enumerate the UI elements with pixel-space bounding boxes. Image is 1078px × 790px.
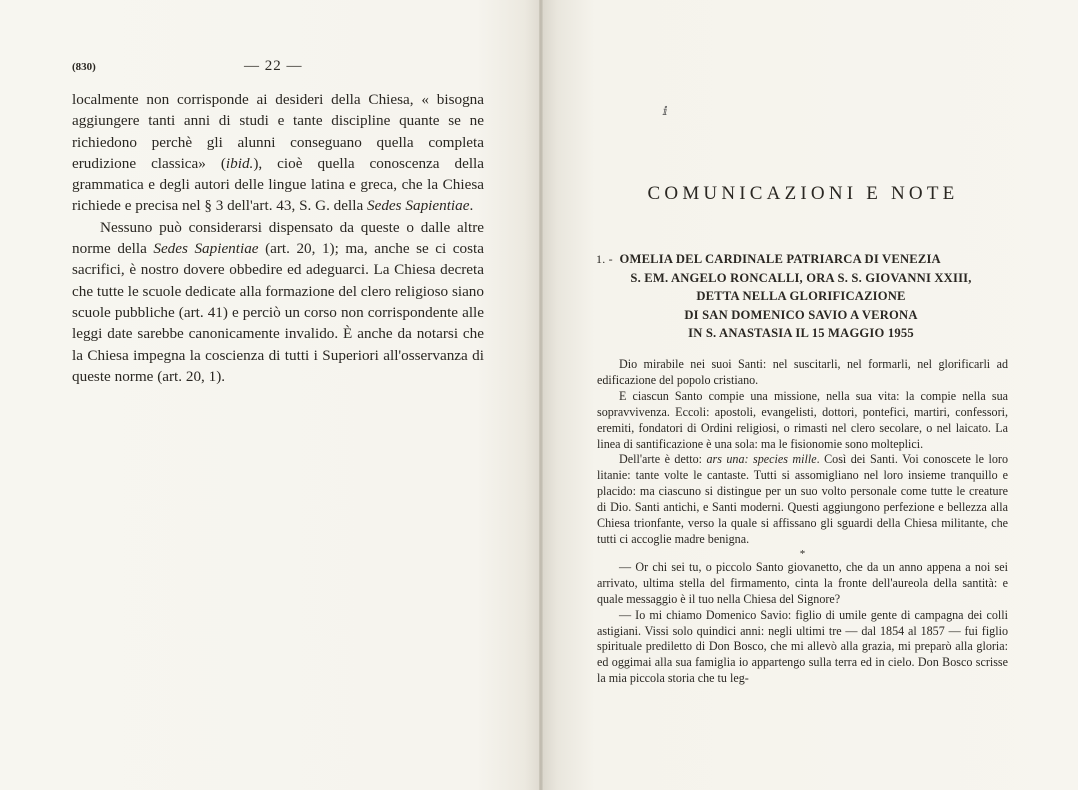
italic-run: Sedes Sapientiae [367, 197, 470, 215]
text-run: (art. 20, 1); ma, anche se ci costa sacrifici, è nostro dovere obbedire ed adeguarci. La Chiesa decreta che tutte le scuole dedicate alla formazione del clero religioso siano scuole pubbliche (art. 41) e perciò un corso non corrispondente alle leggi date sarebbe canonicamente invalido. È anche da notarsi che la Chiesa impegna la coscienza di tutti i Superiori all'osservanza di queste norme (art. 20, 1). [72, 240, 484, 385]
italic-run: Sedes Sapientiae [153, 240, 259, 258]
left-page-header [72, 58, 484, 78]
text-run: Dell'arte è detto: [619, 452, 707, 467]
article-title-text-1: OMELIA DEL CARDINALE PATRIARCA DI VENEZIA [619, 252, 941, 266]
left-paragraph-2 [72, 217, 484, 387]
article-number: 1. - [596, 252, 613, 266]
italic-run: ibid. [225, 154, 254, 172]
text-run: E ciascun Santo compie una missione, nella sua vita: la compie nella sua sopravvivenza. Eccoli: apostoli, evangelisti, dottori, pontefici, martiri, confessori, eremiti, fondatori di Ordini religiosi, o rimasti nel clero secolare, o nel laicato. La linea di santificazione è una sola: ma le fisionomie sono molteplici. [597, 388, 1008, 451]
right-page-body [597, 357, 1008, 687]
right-paragraph-4 [597, 560, 1008, 608]
page-code: (830) [72, 61, 96, 73]
article-title-line-4: DI SAN DOMENICO SAVIO A VERONA [684, 307, 918, 322]
text-run: — Or chi sei tu, o piccolo Santo giovanetto, che da un anno appena a noi sei arrivato, ultima stella del firmamento, cinta la fronte dell'aureola della santità: e quale messaggio è il tuo nella Chiesa del Signore? [597, 559, 1008, 606]
page-number: — 22 — [244, 58, 303, 74]
article-title [596, 250, 1006, 343]
article-title-line-5: IN S. ANASTASIA IL 15 MAGGIO 1955 [688, 326, 914, 340]
italic-run: ars una: species mille [706, 452, 817, 467]
book-gutter [539, 0, 543, 790]
printer-mark: ⅈ [663, 104, 668, 118]
article-title-line-2: S. EM. ANGELO RONCALLI, ORA S. S. GIOVANNI XXIII, [630, 270, 972, 285]
right-paragraph-5 [597, 608, 1008, 688]
text-run: . Così dei Santi. Voi conoscete le loro litanie: tante volte le cantaste. Tutti si assomigliano nel loro insieme tranquillo e placido: ma ciascuno si distingue per un suo volto personale come tutte le creature di Dio. Santi antichi, e Santi moderni. Questi aggiungono perfezione e bellezza alla Chiesa trionfante, verso la quale si affissano gli sguardi della Chiesa militante, che tutti ci accoglie madre benigna. [597, 452, 1008, 546]
right-paragraph-1 [597, 357, 1008, 389]
text-run: Dio mirabile nei suoi Santi: nel suscitarli, nel formarli, nel glorificarli ad edificazione del popolo cristiano. [597, 357, 1008, 387]
right-paragraph-3 [597, 452, 1008, 547]
section-separator: * [799, 547, 806, 560]
right-paragraph-2 [597, 389, 1008, 453]
article-title-line-1 [596, 250, 1006, 269]
text-run: ), cioè quella conoscenza della grammatica e degli autori delle lingue latina e greca, che la Chiesa richiede e precisa nel § 3 dell'art. 43, S. G. della [72, 154, 484, 215]
text-run: localmente non corrisponde ai desideri della Chiesa, « bisogna aggiungere tanti anni di studi e tante discipline quante se ne richiedono perchè gli alunni conseguano quella completa erudizione classica» ( [72, 91, 484, 172]
text-run: Nessuno può considerarsi dispensato da queste o dalle altre norme della [72, 218, 484, 258]
section-title: COMUNICAZIONI E NOTE [647, 183, 959, 204]
left-page-body [72, 89, 484, 387]
text-run: . [469, 197, 474, 215]
article-title-line-3: DETTA NELLA GLORIFICAZIONE [696, 289, 906, 303]
left-paragraph-1 [72, 89, 484, 217]
text-run: — Io mi chiamo Domenico Savio: figlio di umile gente di campagna dei colli astigiani. Vissi solo quindici anni: negli ultimi tre — dal 1854 al 1857 — fui figlio spirituale prediletto di Don Bosco, che mi allevò alla grazia, mi preparò alla gloria: ed oggimai alla sua famiglia io appartengo sulla terra ed in cielo. Don Bosco scrisse la mia piccola storia che tu leg- [597, 607, 1008, 686]
